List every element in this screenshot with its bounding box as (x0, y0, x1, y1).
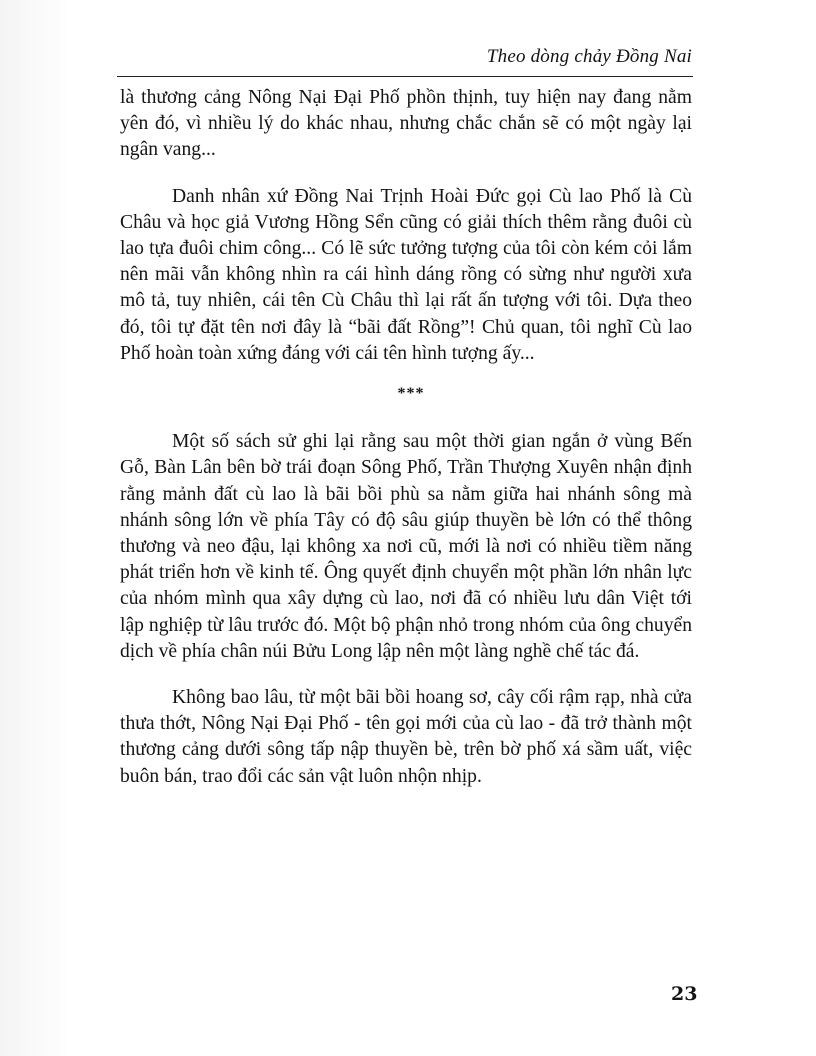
section-separator: *** (397, 385, 425, 403)
page-gutter-shade (0, 0, 70, 1056)
running-header: Theo dòng chảy Đồng Nai (486, 46, 692, 67)
paragraph-continued: là thương cảng Nông Nại Đại Phố phồn thịnh, tuy hiện nay đang nằm yên đó, vì nhiều lý do khác nhau, nhưng chắc chắn sẽ có một ngày lại ngân vang... (120, 87, 692, 161)
paragraph-nong-nai-dai-pho: Không bao lâu, từ một bãi bồi hoang sơ, cây cối rậm rạp, nhà cửa thưa thớt, Nông Nại Đại Phố - tên gọi mới của cù lao - đã trở thành một thương cảng dưới sông tấp nập thuyền bè, trên bờ phố xá sầm uất, việc buôn bán, trao đổi các sản vật luôn nhộn nhịp. (120, 687, 692, 787)
header-rule (117, 76, 693, 77)
paragraph-tran-thuong-xuyen: Một số sách sử ghi lại rằng sau một thời gian ngắn ở vùng Bến Gỗ, Bàn Lân bên bờ trái đoạn Sông Phố, Trần Thượng Xuyên nhận định rằng mảnh đất cù lao là bãi bồi phù sa nằm giữa hai nhánh sông mà nhánh sông lớn về phía Tây có độ sâu giúp thuyền bè lớn có thể thông thương và neo đậu, lại không xa nơi cũ, mới là nơi có nhiều tiềm năng phát triển hơn về kinh tế. Ông quyết định chuyển một phần lớn nhân lực của nhóm mình qua xây dựng cù lao, nơi đã có nhiều lưu dân Việt tới lập nghiệp từ lâu trước đó. Một bộ phận nhỏ trong nhóm của ông chuyển dịch về phía chân núi Bửu Long lập nên một làng nghề chế tác đá. (120, 431, 692, 662)
body-text (120, 85, 692, 790)
paragraph-cu-chau: Danh nhân xứ Đồng Nai Trịnh Hoài Đức gọi Cù lao Phố là Cù Châu và học giả Vương Hồng Sển cũng có giải thích thêm rằng đuôi cù lao tựa đuôi chim công... Có lẽ sức tưởng tượng của tôi còn kém cỏi lắm nên mãi vẫn không nhìn ra cái hình dáng rồng có sừng như người xưa mô tả, tuy nhiên, cái tên Cù Châu thì lại rất ấn tượng với tôi. Dựa theo đó, tôi tự đặt tên nơi đây là “bãi đất Rồng”! Chủ quan, tôi nghĩ Cù lao Phố hoàn toàn xứng đáng với cái tên hình tượng ấy... (120, 185, 692, 364)
page-number: 23 (671, 983, 698, 1005)
